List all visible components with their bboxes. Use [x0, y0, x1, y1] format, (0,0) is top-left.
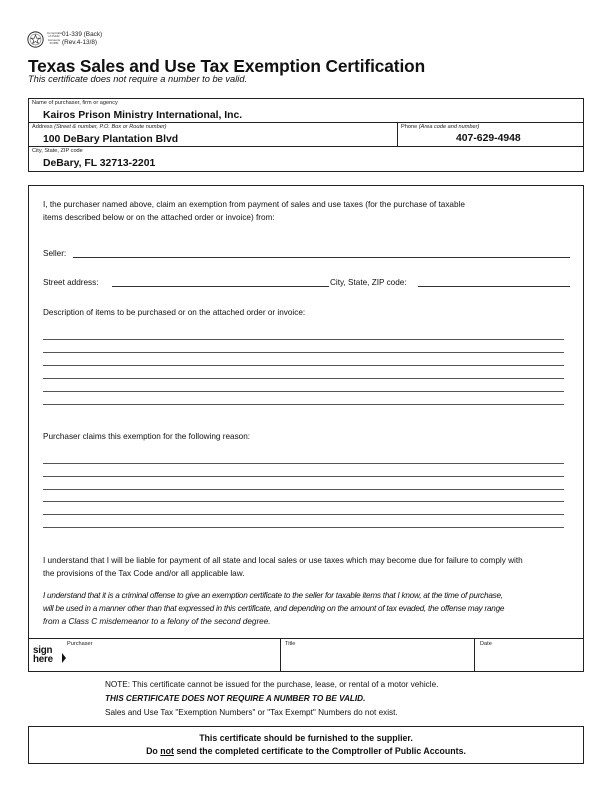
footer-instructions-box: [28, 726, 584, 764]
sign-here-label: [33, 647, 53, 664]
purchaser-address-row: [29, 123, 583, 147]
description-line[interactable]: [43, 391, 564, 392]
title-label: Title: [285, 641, 296, 647]
logo-caption-line: FORM: [49, 40, 59, 45]
purchaser-name-label: Name of purchaser, firm or agency: [32, 100, 118, 106]
phone-label-hint: (Area code and number): [418, 124, 480, 130]
seller-field[interactable]: [73, 257, 570, 258]
seller-city-field[interactable]: [418, 286, 570, 287]
seller-label: Seller:: [43, 249, 67, 258]
purchaser-address-label: [32, 124, 167, 130]
footer-line-2-emphasis: not: [160, 746, 174, 756]
offense-text-line-1: I understand that it is a criminal offense to give an exemption certificate to the seller for taxable items that I know, at the time of purchase,: [43, 591, 503, 600]
form-revision: (Rev.4-13/8): [62, 39, 98, 46]
purchaser-city-label: City, State, ZIP code: [32, 148, 83, 154]
logo-caption: [47, 32, 61, 45]
signature-row: [29, 638, 583, 671]
date-field[interactable]: [474, 639, 583, 671]
intro-text-line-2: items described below or on the attached order or invoice) from:: [43, 213, 275, 222]
description-line[interactable]: [43, 365, 564, 366]
note-no-number-warning: THIS CERTIFICATE DOES NOT REQUIRE A NUMBER TO BE VALID.: [105, 694, 366, 703]
phone-label-text: Phone: [401, 124, 418, 130]
purchaser-name-row: [29, 99, 583, 123]
address-label-text: Address: [32, 124, 53, 130]
note-motor-vehicle: NOTE: This certificate cannot be issued for the purchase, lease, or rental of a motor vehicle.: [105, 680, 439, 689]
reason-line[interactable]: [43, 514, 564, 515]
street-address-field[interactable]: [112, 286, 329, 287]
certification-box: [28, 185, 584, 672]
form-number-block: [62, 31, 102, 47]
purchaser-info-box: [28, 98, 584, 172]
sign-here-text: sign: [33, 645, 53, 656]
sign-here-text: here: [33, 653, 53, 665]
reason-label: Purchaser claims this exemption for the following reason:: [43, 432, 251, 441]
phone-label: [401, 124, 479, 130]
texas-comptroller-seal-icon: [27, 31, 44, 48]
reason-line[interactable]: [43, 476, 564, 477]
offense-text-line-2: will be used in a manner other than that expressed in this certificate, and depending on the amount of tax evaded, the offense may range: [43, 604, 505, 613]
phone-cell: [397, 123, 583, 146]
intro-text-line-1: I, the purchaser named above, claim an exemption from payment of sales and use taxes (for the purchase of taxable: [43, 200, 465, 209]
note-exempt-numbers: Sales and Use Tax "Exemption Numbers" or "Tax Exempt" Numbers do not exist.: [105, 708, 398, 717]
sign-here-arrow-icon: [62, 653, 66, 663]
purchaser-city-row: [29, 147, 583, 172]
purchaser-address-field[interactable]: 100 DeBary Plantation Blvd: [43, 134, 179, 145]
form-number: 01-339 (Back): [62, 31, 103, 38]
reason-line[interactable]: [43, 463, 564, 464]
description-label: Description of items to be purchased or on the attached order or invoice:: [43, 308, 306, 317]
street-address-label: Street address:: [43, 278, 99, 287]
footer-line-2-post: send the completed certificate to the Comptroller of Public Accounts.: [173, 746, 466, 756]
address-label-hint: (Street & number, P.O. Box or Route number): [54, 124, 167, 130]
description-line[interactable]: [43, 404, 564, 405]
purchaser-name-field[interactable]: Kairos Prison Ministry International, Inc.: [43, 110, 243, 121]
page-title: Texas Sales and Use Tax Exemption Certification: [28, 56, 426, 76]
phone-field[interactable]: 407-629-4948: [456, 133, 521, 144]
reason-line[interactable]: [43, 527, 564, 528]
purchaser-signature-label: Purchaser: [67, 641, 93, 647]
seller-city-label: City, State, ZIP code:: [330, 278, 407, 287]
footer-line-1: This certificate should be furnished to the supplier.: [199, 733, 413, 743]
description-line[interactable]: [43, 378, 564, 379]
title-field[interactable]: [280, 639, 474, 671]
logo-caption-line: of Public: [48, 34, 60, 39]
description-line[interactable]: [43, 352, 564, 353]
reason-line[interactable]: [43, 501, 564, 502]
logo-caption-line: Comptroller: [47, 31, 63, 35]
purchaser-signature-field[interactable]: [29, 639, 280, 671]
page-subtitle: This certificate does not require a number to be valid.: [28, 74, 248, 84]
reason-line[interactable]: [43, 489, 564, 490]
date-label: Date: [480, 641, 492, 647]
description-line[interactable]: [43, 339, 564, 340]
logo-caption-line: Accounts: [47, 37, 61, 42]
footer-line-2: [29, 745, 583, 758]
liability-text-line-1: I understand that I will be liable for payment of all state and local sales or use taxes which may become due for failure to comply with: [43, 556, 523, 565]
footer-line-2-pre: Do: [146, 746, 161, 756]
liability-text-line-2: the provisions of the Tax Code and/or all applicable law.: [43, 569, 245, 578]
purchaser-city-field[interactable]: DeBary, FL 32713-2201: [43, 158, 156, 169]
offense-text-line-3: from a Class C misdemeanor to a felony of the second degree.: [43, 617, 271, 626]
